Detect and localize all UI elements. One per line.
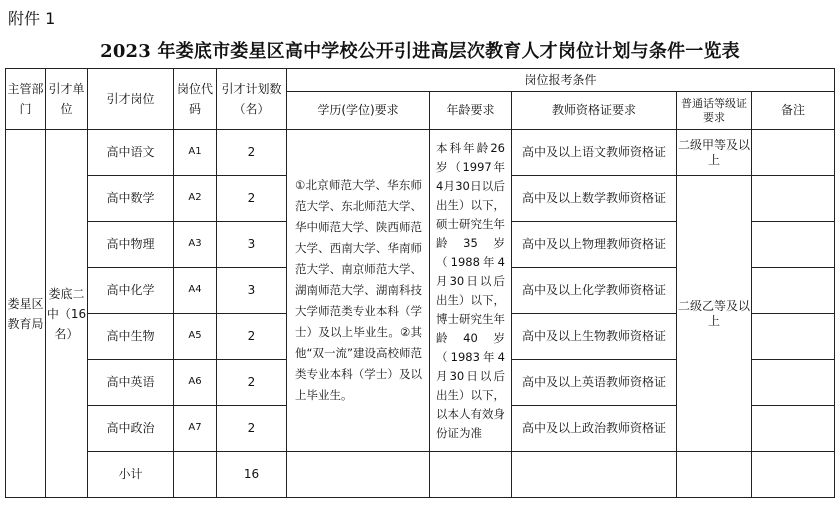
header-post: 引才岗位 <box>88 69 174 130</box>
cert-cell: 高中及以上生物教师资格证 <box>512 314 677 360</box>
remarks-cell <box>752 222 835 268</box>
subtotal-label: 小计 <box>88 452 174 498</box>
code-cell: A2 <box>174 176 217 222</box>
cert-cell: 高中及以上政治教师资格证 <box>512 406 677 452</box>
count-cell: 2 <box>217 314 287 360</box>
header-age: 年龄要求 <box>430 92 512 130</box>
header-code: 岗位代码 <box>174 69 217 130</box>
count-cell: 2 <box>217 406 287 452</box>
subtotal-cert <box>512 452 677 498</box>
code-cell: A7 <box>174 406 217 452</box>
unit-cell: 娄底二中（16名） <box>46 130 88 498</box>
header-dept: 主管部门 <box>6 69 46 130</box>
code-cell: A3 <box>174 222 217 268</box>
header-count: 引才计划数（名） <box>217 69 287 130</box>
post-cell: 高中生物 <box>88 314 174 360</box>
remarks-cell <box>752 406 835 452</box>
header-conditions: 岗位报考条件 <box>287 69 835 92</box>
cert-cell: 高中及以上英语教师资格证 <box>512 360 677 406</box>
post-cell: 高中英语 <box>88 360 174 406</box>
post-cell: 高中化学 <box>88 268 174 314</box>
count-cell: 2 <box>217 176 287 222</box>
header-row-1 <box>6 69 835 92</box>
dept-cell: 娄星区教育局 <box>6 130 46 498</box>
remarks-cell <box>752 360 835 406</box>
remarks-cell <box>752 268 835 314</box>
count-cell: 3 <box>217 222 287 268</box>
subtotal-code <box>174 452 217 498</box>
subtotal-row <box>6 452 835 498</box>
header-remarks: 备注 <box>752 92 835 130</box>
remarks-cell <box>752 176 835 222</box>
age-requirement: 本科年龄26岁（1997年4月30日以后出生）以下，硕士研究生年龄35岁（1988年4月30日以后出生）以下，博士研究生年龄40岁（1983年4月30日以后出生）以下，以本人有效身份证为准 <box>430 130 512 452</box>
subtotal-age <box>430 452 512 498</box>
recruitment-table <box>5 68 835 498</box>
cert-cell: 高中及以上化学教师资格证 <box>512 268 677 314</box>
code-cell: A1 <box>174 130 217 176</box>
subtotal-remarks <box>752 452 835 498</box>
post-cell: 高中数学 <box>88 176 174 222</box>
cert-cell: 高中及以上语文教师资格证 <box>512 130 677 176</box>
page-title: 2023 年娄底市娄星区高中学校公开引进高层次教育人才岗位计划与条件一览表 <box>100 41 740 62</box>
header-education: 学历(学位)要求 <box>287 92 430 130</box>
mandarin-cell-b: 二级乙等及以上 <box>677 176 752 452</box>
post-cell: 高中政治 <box>88 406 174 452</box>
count-cell: 3 <box>217 268 287 314</box>
header-mandarin: 普通话等级证要求 <box>677 92 752 130</box>
header-unit: 引才单位 <box>46 69 88 130</box>
cert-cell: 高中及以上物理教师资格证 <box>512 222 677 268</box>
post-cell: 高中物理 <box>88 222 174 268</box>
header-cert: 教师资格证要求 <box>512 92 677 130</box>
education-requirement: ①北京师范大学、华东师范大学、东北师范大学、华中师范大学、陕西师范大学、西南大学、华南师范大学、南京师范大学、湖南师范大学、湖南科技大学师范类专业本科（学士）及以上毕业生。②其他“双一流”建设高校师范类专业本科（学士）及以上毕业生。 <box>287 130 430 452</box>
cert-cell: 高中及以上数学教师资格证 <box>512 176 677 222</box>
code-cell: A6 <box>174 360 217 406</box>
attachment-label: 附件 1 <box>8 9 56 28</box>
remarks-cell <box>752 314 835 360</box>
post-cell: 高中语文 <box>88 130 174 176</box>
code-cell: A4 <box>174 268 217 314</box>
subtotal-value: 16 <box>217 452 287 498</box>
mandarin-cell-a: 二级甲等及以上 <box>677 130 752 176</box>
subtotal-mandarin <box>677 452 752 498</box>
subtotal-education <box>287 452 430 498</box>
count-cell: 2 <box>217 360 287 406</box>
table-row <box>6 130 835 176</box>
remarks-cell <box>752 130 835 176</box>
code-cell: A5 <box>174 314 217 360</box>
count-cell: 2 <box>217 130 287 176</box>
